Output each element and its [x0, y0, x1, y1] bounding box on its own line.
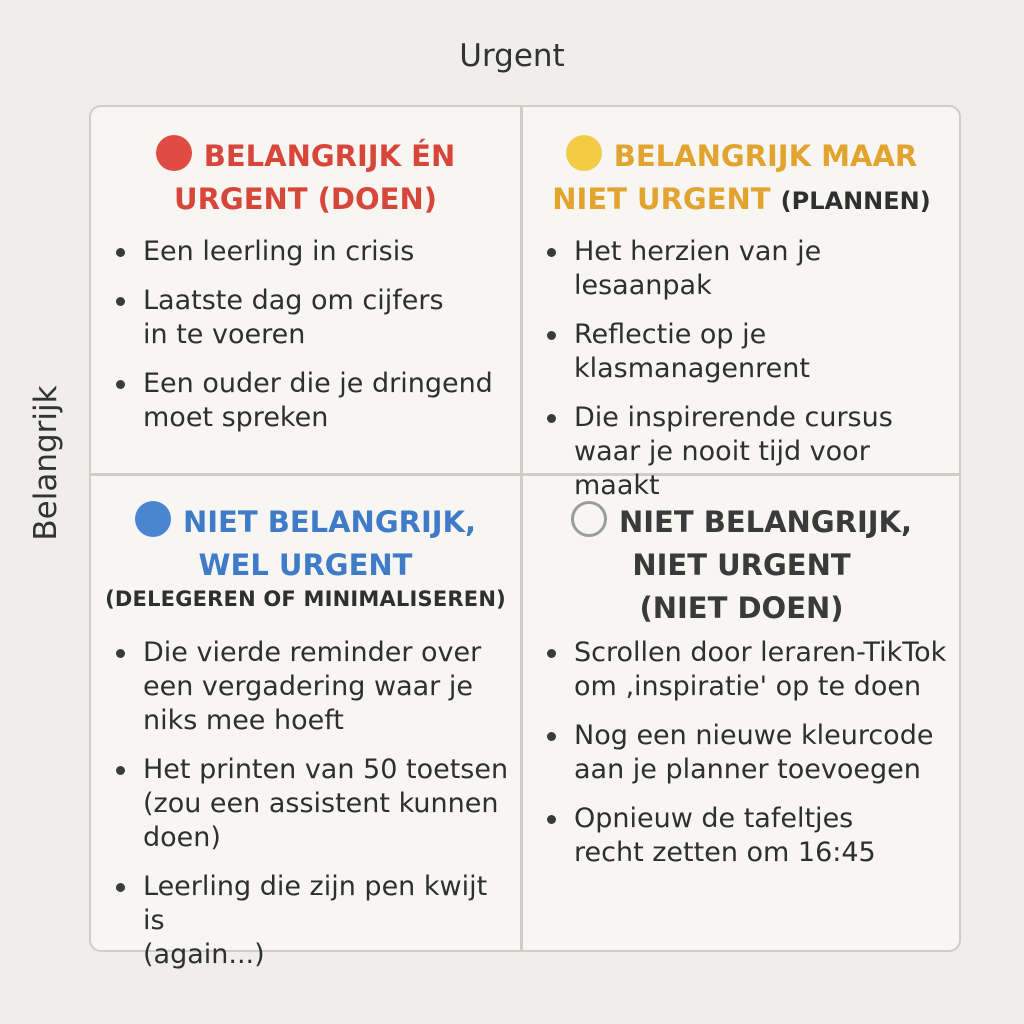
list-item-text: een vergadering waar je — [143, 671, 473, 702]
quadrant-important-urgent — [91, 107, 520, 473]
list-item-text: Laatste dag om cijfers — [143, 285, 444, 316]
list-item-text: Een leerling in crisis — [143, 236, 415, 267]
quadrant-list — [91, 235, 516, 450]
bullet-icon — [116, 649, 125, 658]
list-item — [522, 636, 961, 704]
quadrant-title — [91, 135, 520, 221]
quadrant-title-line1: NIET BELANGRIJK, — [618, 505, 913, 539]
list-item — [91, 235, 516, 269]
bullet-icon — [547, 732, 556, 741]
empty-circle-icon — [571, 501, 607, 537]
quadrant-title-line1: BELANGRIJK MAAR — [613, 139, 918, 173]
list-item-text: Die inspirerende cursus — [574, 402, 893, 433]
axis-label-urgent: Urgent — [459, 38, 565, 74]
quadrant-list — [522, 636, 961, 885]
list-item — [91, 636, 516, 738]
bullet-icon — [547, 331, 556, 340]
bullet-icon — [547, 414, 556, 423]
list-item-text: Die vierde reminder over — [143, 637, 482, 668]
quadrant-title-line3: (NIET DOEN) — [639, 591, 844, 625]
quadrant-list — [91, 636, 516, 987]
list-item-text: Nog een nieuwe kleurcode — [574, 720, 934, 751]
list-item — [91, 367, 516, 435]
list-item-text: (zou een assistent kunnen — [143, 788, 499, 819]
quadrant-important-not-urgent — [522, 107, 961, 501]
list-item-text: in te voeren — [143, 319, 306, 350]
axis-label-belangrijk: Belangrijk — [28, 385, 64, 541]
list-item-text: klasmanagenrent — [574, 353, 810, 384]
list-item-text: moet spreken — [143, 402, 329, 433]
list-item-text: aan je planner toevoegen — [574, 754, 921, 785]
list-item-text: Het printen van 50 toetsen — [143, 754, 509, 785]
list-item-text: Scrollen door leraren-TikTok — [574, 637, 947, 668]
list-item-text: Het herzien van je lesaanpak — [574, 236, 822, 301]
bullet-icon — [116, 297, 125, 306]
list-item-text: om ‚inspiratie' op te doen — [574, 671, 922, 702]
list-item — [91, 870, 516, 972]
list-item-text: Opnieuw de tafeltjes — [574, 803, 854, 834]
quadrant-title — [91, 501, 520, 587]
bullet-icon — [547, 248, 556, 257]
bullet-icon — [116, 248, 125, 257]
bullet-icon — [116, 766, 125, 775]
quadrant-title-line2: URGENT (DOEN) — [174, 182, 437, 216]
bullet-icon — [116, 380, 125, 389]
quadrant-subtitle: (PLANNEN) — [780, 187, 931, 215]
list-item-text: doen) — [143, 822, 221, 853]
quadrant-not-important-urgent — [91, 475, 520, 970]
bullet-icon — [116, 883, 125, 892]
list-item — [91, 284, 516, 352]
list-item-text: (again...) — [143, 939, 265, 970]
list-item — [522, 318, 961, 386]
list-item — [522, 802, 961, 870]
matrix-grid — [89, 105, 961, 970]
blue-dot-icon — [135, 501, 171, 537]
quadrant-title-line1: NIET BELANGRIJK, — [182, 505, 477, 539]
quadrant-title-line2: NIET URGENT — [632, 548, 851, 582]
quadrant-title-line2: NIET URGENT — [552, 182, 771, 216]
list-item-text: waar je nooit tijd voor maakt — [574, 436, 870, 501]
list-item — [522, 235, 961, 303]
list-item-text: Reflectie op je — [574, 319, 767, 350]
list-item — [522, 719, 961, 787]
quadrant-not-important-not-urgent — [522, 475, 961, 952]
list-item-text: Een ouder die je dringend — [143, 368, 493, 399]
list-item-text: Leerling die zijn pen kwijt is — [143, 871, 488, 936]
list-item-text: recht zetten om 16:45 — [574, 837, 876, 868]
quadrant-title — [522, 501, 961, 630]
list-item — [91, 753, 516, 855]
red-dot-icon — [156, 135, 192, 171]
quadrant-title-line1: BELANGRIJK ÉN — [203, 139, 456, 173]
yellow-dot-icon — [566, 135, 602, 171]
quadrant-title — [522, 135, 961, 223]
bullet-icon — [547, 649, 556, 658]
quadrant-subtitle: (DELEGEREN OF MINIMALISEREN) — [105, 587, 506, 611]
quadrant-title-line2: WEL URGENT — [198, 548, 413, 582]
bullet-icon — [547, 815, 556, 824]
list-item-text: niks mee hoeft — [143, 705, 344, 736]
